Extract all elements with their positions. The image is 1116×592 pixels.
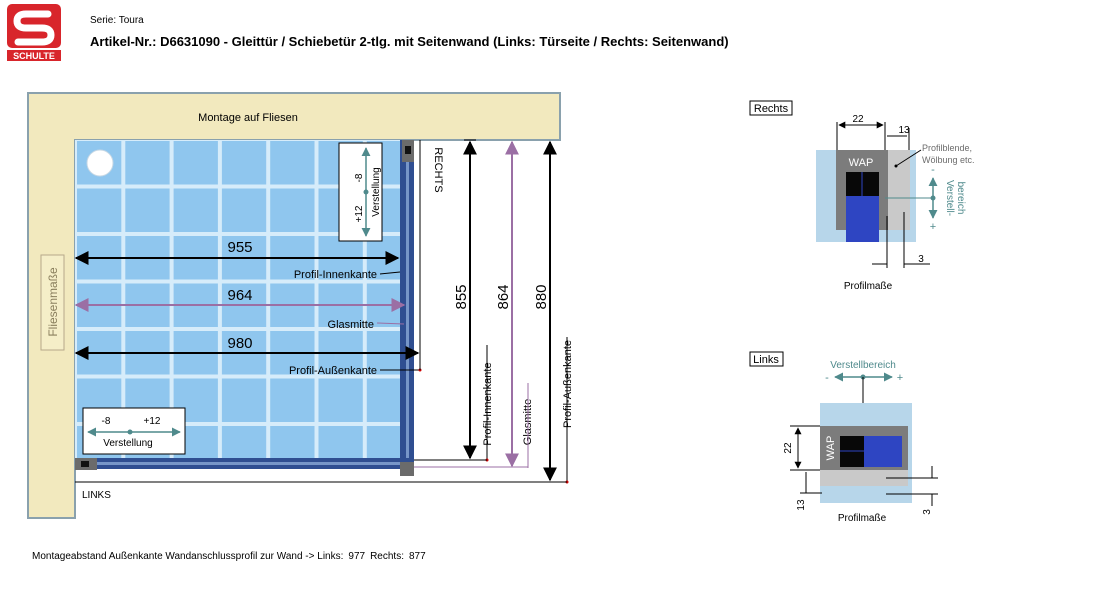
detail-left-bottom: 3 [922,509,933,515]
series-label: Serie: Toura [90,15,144,26]
adjust-right-label: Verstellung [371,167,382,217]
footer-text: Montageabstand Außenkante Wandanschlussprofil zur Wand -> Links: [32,551,344,562]
dim-label-964: Glasmitte [327,319,374,331]
tile-size-label: Fliesenmaße [46,267,60,337]
dim-value-855: 855 [453,284,470,310]
dim-value-864: 864 [495,284,512,310]
footer-left-value: 977 [348,551,366,562]
detail-left-caption: Profilmaße [837,513,887,524]
brand-name: SCHULTE [13,51,55,61]
adjust-left-plus: +12 [143,416,161,427]
adjustment-box-left [83,408,185,454]
detail-right-plus: + [929,221,937,233]
detail-right-note-2: Wölbung etc. [922,155,975,165]
detail-right-note-1: Profilblende, [922,143,973,153]
detail-right-wap: WAP [848,157,874,169]
detail-right-caption: Profilmaße [843,281,893,292]
dim-value-964: 964 [227,287,253,304]
detail-right-range-1: Verstell- [944,179,955,217]
detail-right-bottom: 3 [918,254,924,265]
detail-left-side: 13 [796,499,807,511]
detail-right-width: 22 [852,114,864,125]
adjust-left-label: Verstellung [103,438,153,449]
left-side-label: LINKS [82,490,111,501]
dim-label-864: Glasmitte [522,398,534,446]
adjust-right-plus: +12 [354,205,365,223]
detail-left-tag: Links [753,354,779,366]
detail-right [750,101,975,292]
footer-right-value: 877 [408,551,426,562]
detail-right-tag: Rechts [753,103,789,115]
right-side-label: RECHTS [432,147,444,193]
detail-left-minus: - [825,372,829,384]
adjustment-box-right [339,143,382,241]
detail-right-side: 13 [898,125,910,136]
dim-label-855: Profil-Innenkante [482,362,494,446]
article-title: Artikel-Nr.: D6631090 - Gleittür / Schiebetür 2-tlg. mit Seitenwand (Links: Türseite / Rechts: Seitenwand) [90,34,729,49]
dim-value-980: 980 [227,335,253,352]
detail-left-height: 22 [783,442,794,454]
wall-label: Montage auf Fliesen [198,112,298,124]
dim-label-880: Profil-Außenkante [562,339,574,429]
detail-right-minus: - [931,164,935,176]
dim-label-955: Profil-Innenkante [293,269,377,281]
footer-note [32,551,431,562]
drain-circle [87,150,113,176]
detail-left-plus: + [896,372,904,384]
detail-left-range-label: Verstellbereich [830,360,896,371]
dim-value-880: 880 [533,284,550,310]
detail-left-wap: WAP [825,435,837,461]
detail-right-range-2: bereich [955,181,966,215]
detail-left [750,352,938,524]
footer-right-label: Rechts: [370,551,404,562]
adjust-right-minus: -8 [354,173,365,183]
dim-value-955: 955 [227,239,253,256]
tile-size-label-box [41,255,64,350]
adjust-left-minus: -8 [101,416,111,427]
dim-label-980: Profil-Außenkante [288,365,377,377]
